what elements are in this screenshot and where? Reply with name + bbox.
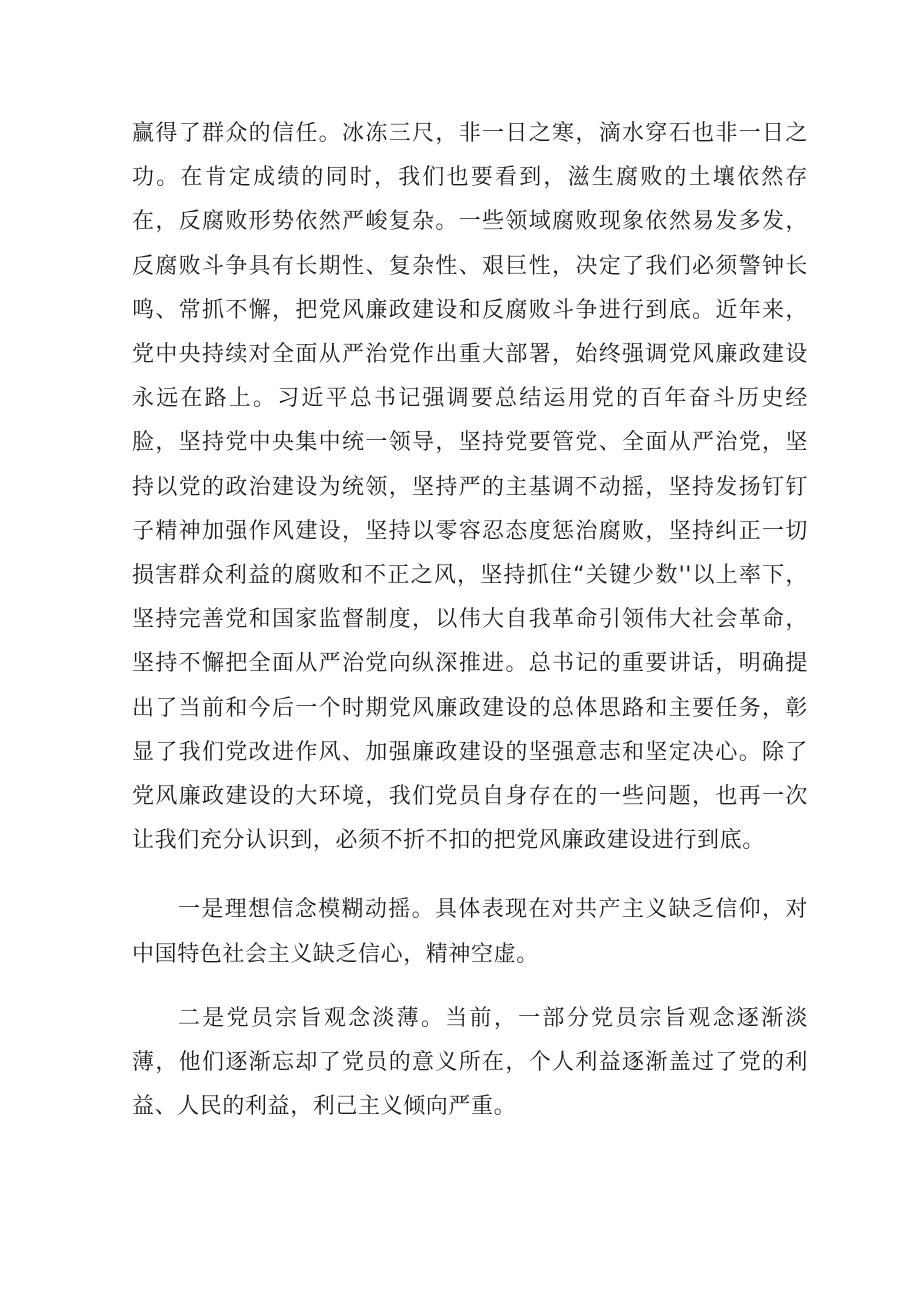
body-paragraph-2: 一是理想信念模糊动摇。具体表现在对共产主义缺乏信仰，对中国特色社会主义缺乏信心，精神空虚。 [132, 897, 808, 967]
document-page [132, 112, 808, 1129]
body-paragraph-1: 赢得了群众的信任。冰冻三尺，非一日之寒，滴水穿石也非一日之功。在肯定成绩的同时，我们也要看到，滋生腐败的土壤依然存在，反腐败形势依然严峻复杂。一些领域腐败现象依然易发多发，反腐败斗争具有长期性、复杂性、艰巨性，决定了我们必须警钟长鸣、常抓不懈，把党风廉政建设和反腐败斗争进行到底。近年来，党中央持续对全面从严治党作出重大部署，始终强调党风廉政建设永远在路上。习近平总书记强调要总结运用党的百年奋斗历史经脸，坚持党中央集中统一领导，坚持党要管党、全面从严治党，坚持以党的政治建设为统领，坚持严的主基调不动摇，坚持发扬钉钉子精神加强作风建设，坚持以零容忍态度惩治腐败，坚持纠正一切损害群众利益的腐败和不正之风，坚持抓住“关键少数''以上率下，坚持完善党和国家监督制度，以伟大自我革命引领伟大社会革命，坚持不懈把全面从严治党向纵深推进。总书记的重要讲话，明确提出了当前和今后一个时期党风廉政建设的总体思路和主要任务，彰显了我们党改进作风、加强廉政建设的坚强意志和坚定决心。除了党风廉政建设的大环境，我们党员自身存在的一些问题，也再一次让我们充分认识到，必须不折不扣的把党风廉政建设进行到底。 [132, 121, 808, 854]
body-paragraph-3: 二是党员宗旨观念淡薄。当前，一部分党员宗旨观念逐渐淡薄，他们逐渐忘却了党员的意义所在，个人利益逐渐盖过了党的利益、人民的利益，利己主义倾向严重。 [132, 1005, 808, 1120]
